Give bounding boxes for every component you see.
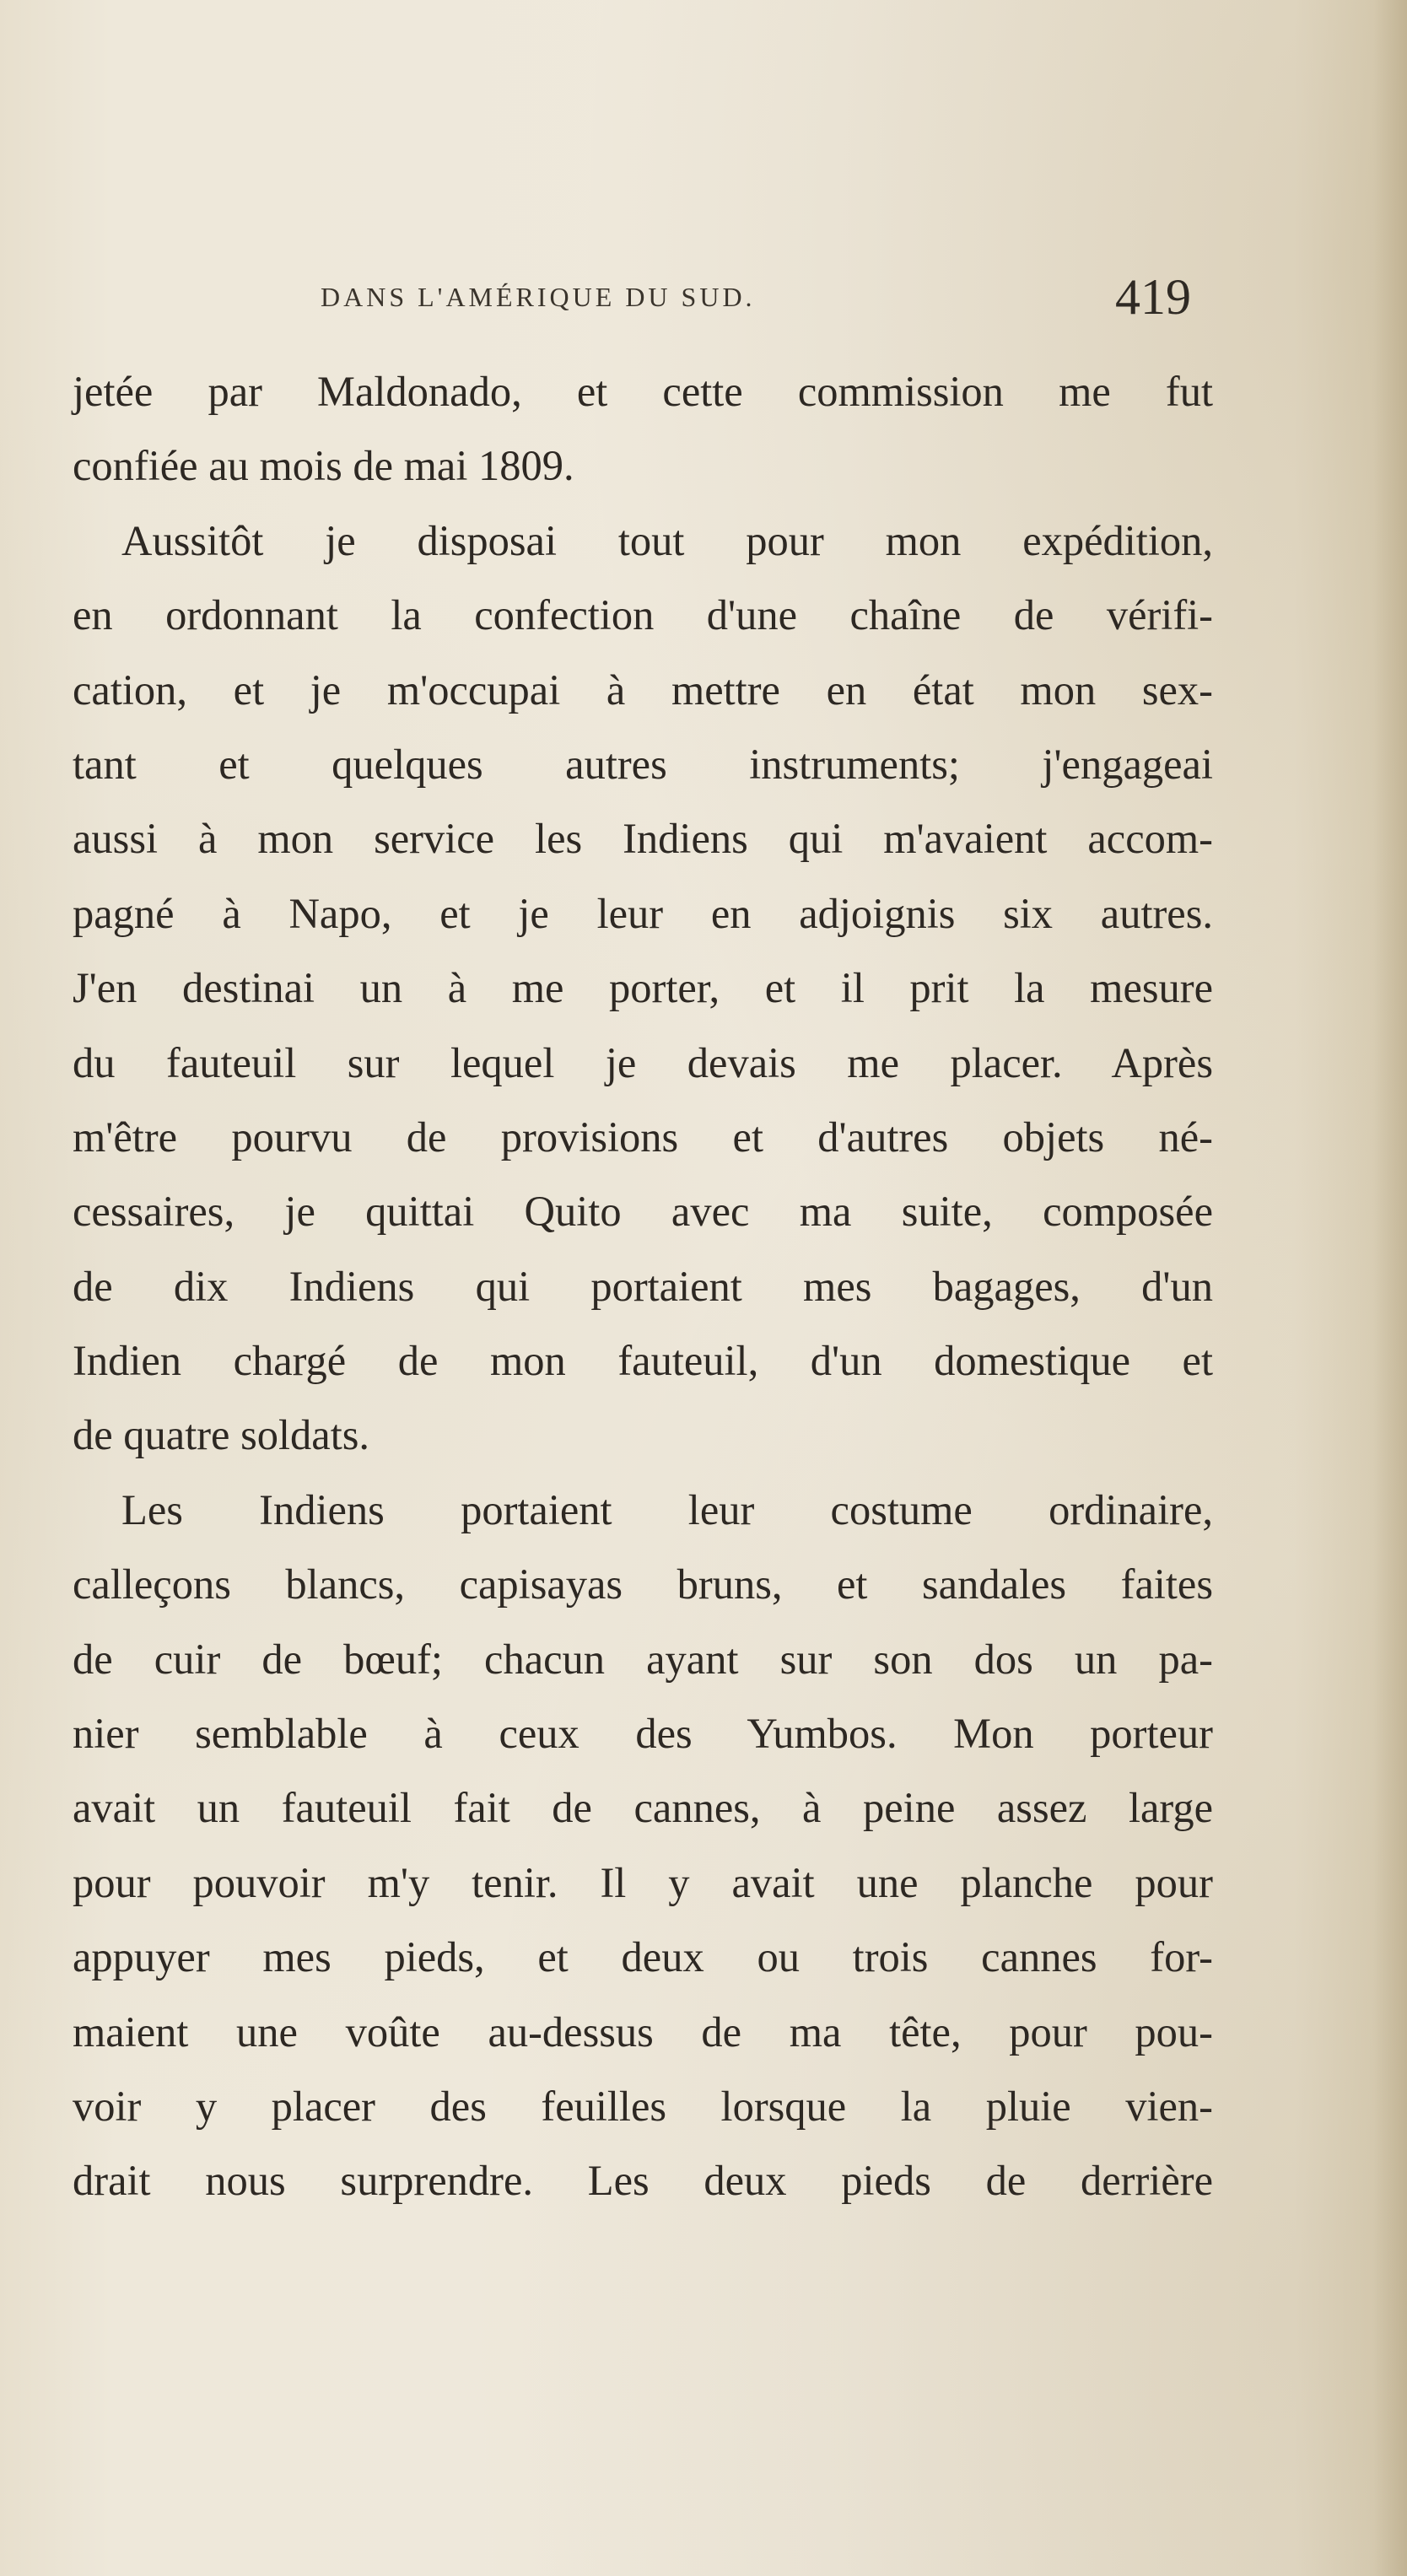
text-line: Aussitôt je disposai tout pour mon expédition, <box>121 516 1213 564</box>
text-line: pagné à Napo, et je leur en adjoignis six autres. <box>73 889 1213 937</box>
text-line: avait un fauteuil fait de cannes, à peine assez large <box>73 1784 1213 1832</box>
text-line: pour pouvoir m'y tenir. Il y avait une planche pour <box>73 1858 1213 1906</box>
page-number: 419 <box>1115 269 1191 325</box>
running-title: DANS L'AMÉRIQUE DU SUD. <box>321 282 756 312</box>
text-line: de quatre soldats. <box>73 1411 369 1459</box>
text-line: cation, et je m'occupai à mettre en état mon sex- <box>73 666 1213 714</box>
text-line: du fauteuil sur lequel je devais me placer. Après <box>73 1038 1213 1086</box>
text-line: drait nous surprendre. Les deux pieds de derrière <box>73 2157 1213 2205</box>
text-line: cessaires, je quittai Quito avec ma suite, composée <box>73 1188 1213 1236</box>
text-line: voir y placer des feuilles lorsque la pluie vien- <box>73 2082 1213 2130</box>
text-line: J'en destinai un à me porter, et il prit la mesure <box>73 964 1213 1012</box>
text-line: en ordonnant la confection d'une chaîne de vérifi- <box>73 591 1213 639</box>
text-line: appuyer mes pieds, et deux ou trois cannes for- <box>73 1933 1213 1981</box>
text-line: de cuir de bœuf; chacun ayant sur son dos un pa- <box>73 1635 1213 1683</box>
text-line: calleçons blancs, capisayas bruns, et sandales faites <box>73 1560 1213 1609</box>
text-line: m'être pourvu de provisions et d'autres objets né- <box>73 1113 1213 1161</box>
text-line: Les Indiens portaient leur costume ordinaire, <box>121 1485 1213 1533</box>
text-line: tant et quelques autres instruments; j'engageai <box>73 740 1213 788</box>
page-edge-shading <box>1373 0 1407 2576</box>
text-line: de dix Indiens qui portaient mes bagages, d'un <box>73 1262 1213 1310</box>
text-line: nier semblable à ceux des Yumbos. Mon porteur <box>73 1710 1213 1758</box>
text-line: jetée par Maldonado, et cette commission me fut <box>73 368 1213 415</box>
text-line: aussi à mon service les Indiens qui m'avaient accom- <box>73 815 1213 863</box>
text-line: Indien chargé de mon fauteuil, d'un domestique et <box>73 1337 1213 1385</box>
running-head <box>0 268 1407 336</box>
text-line: confiée au mois de mai 1809. <box>73 442 574 490</box>
body-text <box>73 354 1213 2218</box>
text-line: maient une voûte au-dessus de ma tête, pour pou- <box>73 2007 1213 2056</box>
